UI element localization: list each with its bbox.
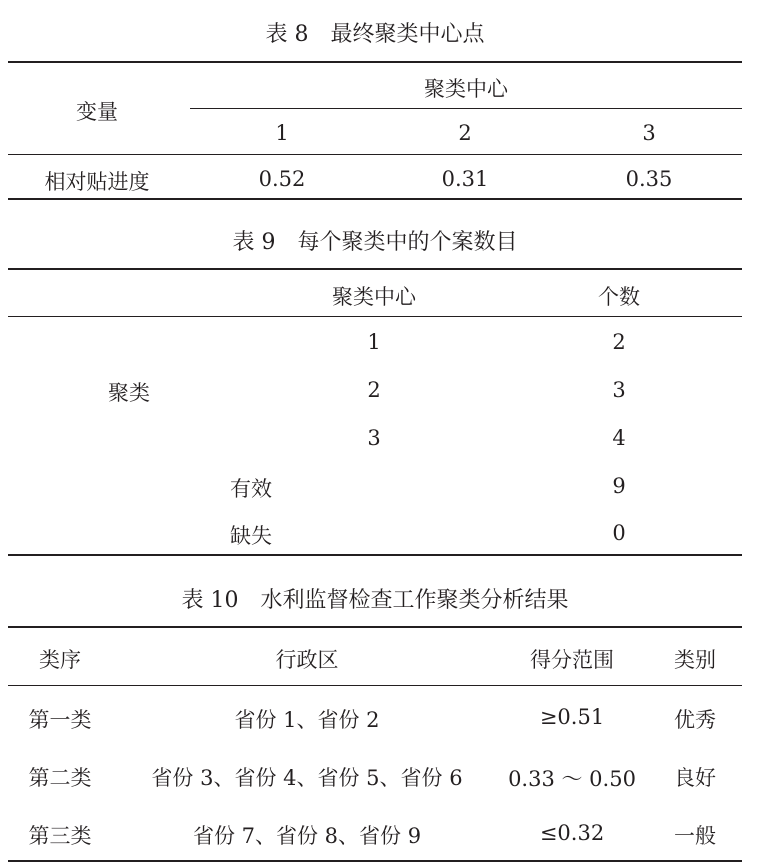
- table10-category: 一般: [674, 824, 716, 848]
- table10-regions: 省份 3、省份 4、省份 5、省份 6: [151, 766, 463, 790]
- table8-header-rule: [8, 154, 742, 155]
- table10-order: 第一类: [28, 708, 92, 732]
- table9-cluster-count: 4: [612, 426, 626, 450]
- table8-cluster-id: 1: [275, 121, 289, 145]
- table9-group-label: 聚类: [108, 381, 150, 405]
- table9-title: 表 9 每个聚类中的个案数目: [232, 230, 518, 255]
- table9-cluster-count: 2: [612, 330, 626, 354]
- table8-cluster-id: 3: [642, 121, 656, 145]
- table10-regions: 省份 7、省份 8、省份 9: [192, 824, 422, 848]
- table10-bottom-rule: [8, 860, 742, 862]
- table9-header-rule: [8, 316, 742, 317]
- table10-top-rule: [8, 626, 742, 628]
- table8-value: 0.31: [441, 167, 489, 191]
- table10-regions: 省份 1、省份 2: [234, 708, 380, 732]
- table8-top-rule: [8, 61, 742, 63]
- table10-range: ≤0.32: [539, 821, 605, 845]
- table9-valid-count: 9: [612, 474, 626, 498]
- table9-missing-count: 0: [612, 521, 626, 545]
- table8-cluster-center-header: 聚类中心: [424, 77, 508, 101]
- table8-sub-rule: [190, 108, 742, 109]
- table10-header-regions: 行政区: [275, 648, 339, 672]
- table9-valid-label: 有效: [230, 477, 272, 501]
- table10-range: ≥0.51: [539, 705, 605, 729]
- table8-cluster-id: 2: [458, 121, 472, 145]
- table9-top-rule: [8, 268, 742, 270]
- table10-title: 表 10 水利监督检查工作聚类分析结果: [181, 588, 569, 613]
- table10-header-rule: [8, 685, 742, 686]
- table10-range: 0.33 ～ 0.50: [508, 767, 636, 791]
- table8-variable-header: 变量: [76, 100, 118, 124]
- table9-missing-label: 缺失: [230, 524, 272, 548]
- table10-category: 良好: [674, 766, 716, 790]
- table9-cluster-count: 3: [612, 378, 626, 402]
- table9-col-count: 个数: [598, 285, 640, 309]
- table10-header-category: 类别: [674, 648, 716, 672]
- table10-header-range: 得分范围: [530, 648, 614, 672]
- table8-title: 表 8 最终聚类中心点: [265, 22, 485, 47]
- table8-row-label: 相对贴进度: [44, 170, 150, 194]
- table9-cluster-center: 1: [367, 330, 381, 354]
- table9-cluster-center: 2: [367, 378, 381, 402]
- table10-order: 第三类: [28, 824, 92, 848]
- table9-col-cluster-center: 聚类中心: [332, 285, 416, 309]
- table10-category: 优秀: [674, 708, 716, 732]
- table9-cluster-center: 3: [367, 426, 381, 450]
- table10-order: 第二类: [28, 766, 92, 790]
- table9-bottom-rule: [8, 554, 742, 556]
- table8-bottom-rule: [8, 198, 742, 200]
- table8-value: 0.52: [258, 167, 306, 191]
- table8-value: 0.35: [625, 167, 673, 191]
- table10-header-order: 类序: [39, 648, 81, 672]
